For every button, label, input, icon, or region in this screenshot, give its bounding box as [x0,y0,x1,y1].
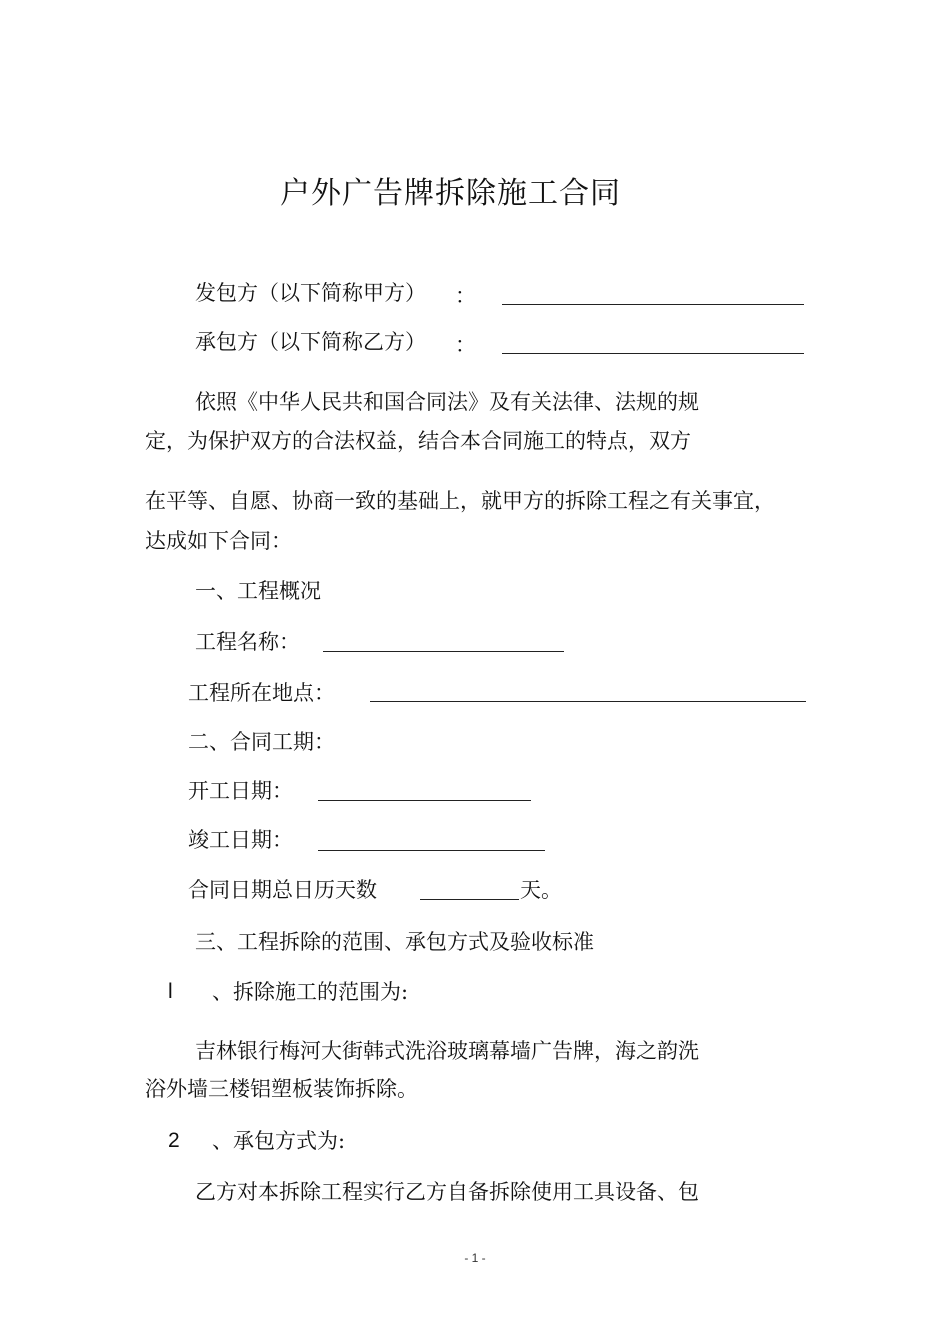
scope-line-2: 浴外墙三楼铝塑板装饰拆除。 [145,1077,418,1101]
section-3-heading: 三、工程拆除的范围、承包方式及验收标准 [195,930,594,954]
party-a-label: 发包方（以下简称甲方） [195,281,426,305]
end-date-label: 竣工日期： [188,828,293,852]
project-name-blank-line [323,651,564,652]
party-b-blank-line [502,353,804,354]
section-2-heading: 二、合同工期： [188,730,335,754]
project-name-label: 工程名称： [195,630,300,654]
scope-line-1: 吉林银行梅河大街韩式洗浴玻璃幕墙广告牌，海之韵洗 [195,1039,699,1063]
start-date-label: 开工日期： [188,779,293,803]
method-line-1: 乙方对本拆除工程实行乙方自备拆除使用工具设备、包 [195,1180,699,1204]
intro-line-1: 依照《中华人民共和国合同法》及有关法律、法规的规 [195,390,699,414]
item-2-label: 、承包方式为: [212,1129,346,1153]
item-2-number: 2 [168,1129,180,1152]
party-b-colon: ： [455,333,476,357]
total-days-unit: 天。 [520,878,562,902]
start-date-blank-line [318,800,531,801]
contract-title: 户外广告牌拆除施工合同 [280,176,621,211]
total-days-label: 合同日期总日历天数 [188,878,377,902]
project-location-blank-line [370,701,806,702]
section-1-heading: 一、工程概况 [195,579,321,603]
end-date-blank-line [318,850,545,851]
item-1-label: 、拆除施工的范围为: [212,980,409,1004]
intro-line-3: 在平等、自愿、协商一致的基础上，就甲方的拆除工程之有关事宜， [145,489,775,513]
item-1-number: l [168,980,173,1003]
intro-line-4: 达成如下合同： [145,529,292,553]
intro-line-2: 定，为保护双方的合法权益，结合本合同施工的特点，双方 [145,429,691,453]
total-days-blank-line [420,899,519,900]
party-b-label: 承包方（以下简称乙方） [195,330,426,354]
party-a-colon: ： [455,284,476,308]
party-a-blank-line [502,304,804,305]
project-location-label: 工程所在地点： [188,681,335,705]
page-number: - 1 - [464,1251,486,1265]
